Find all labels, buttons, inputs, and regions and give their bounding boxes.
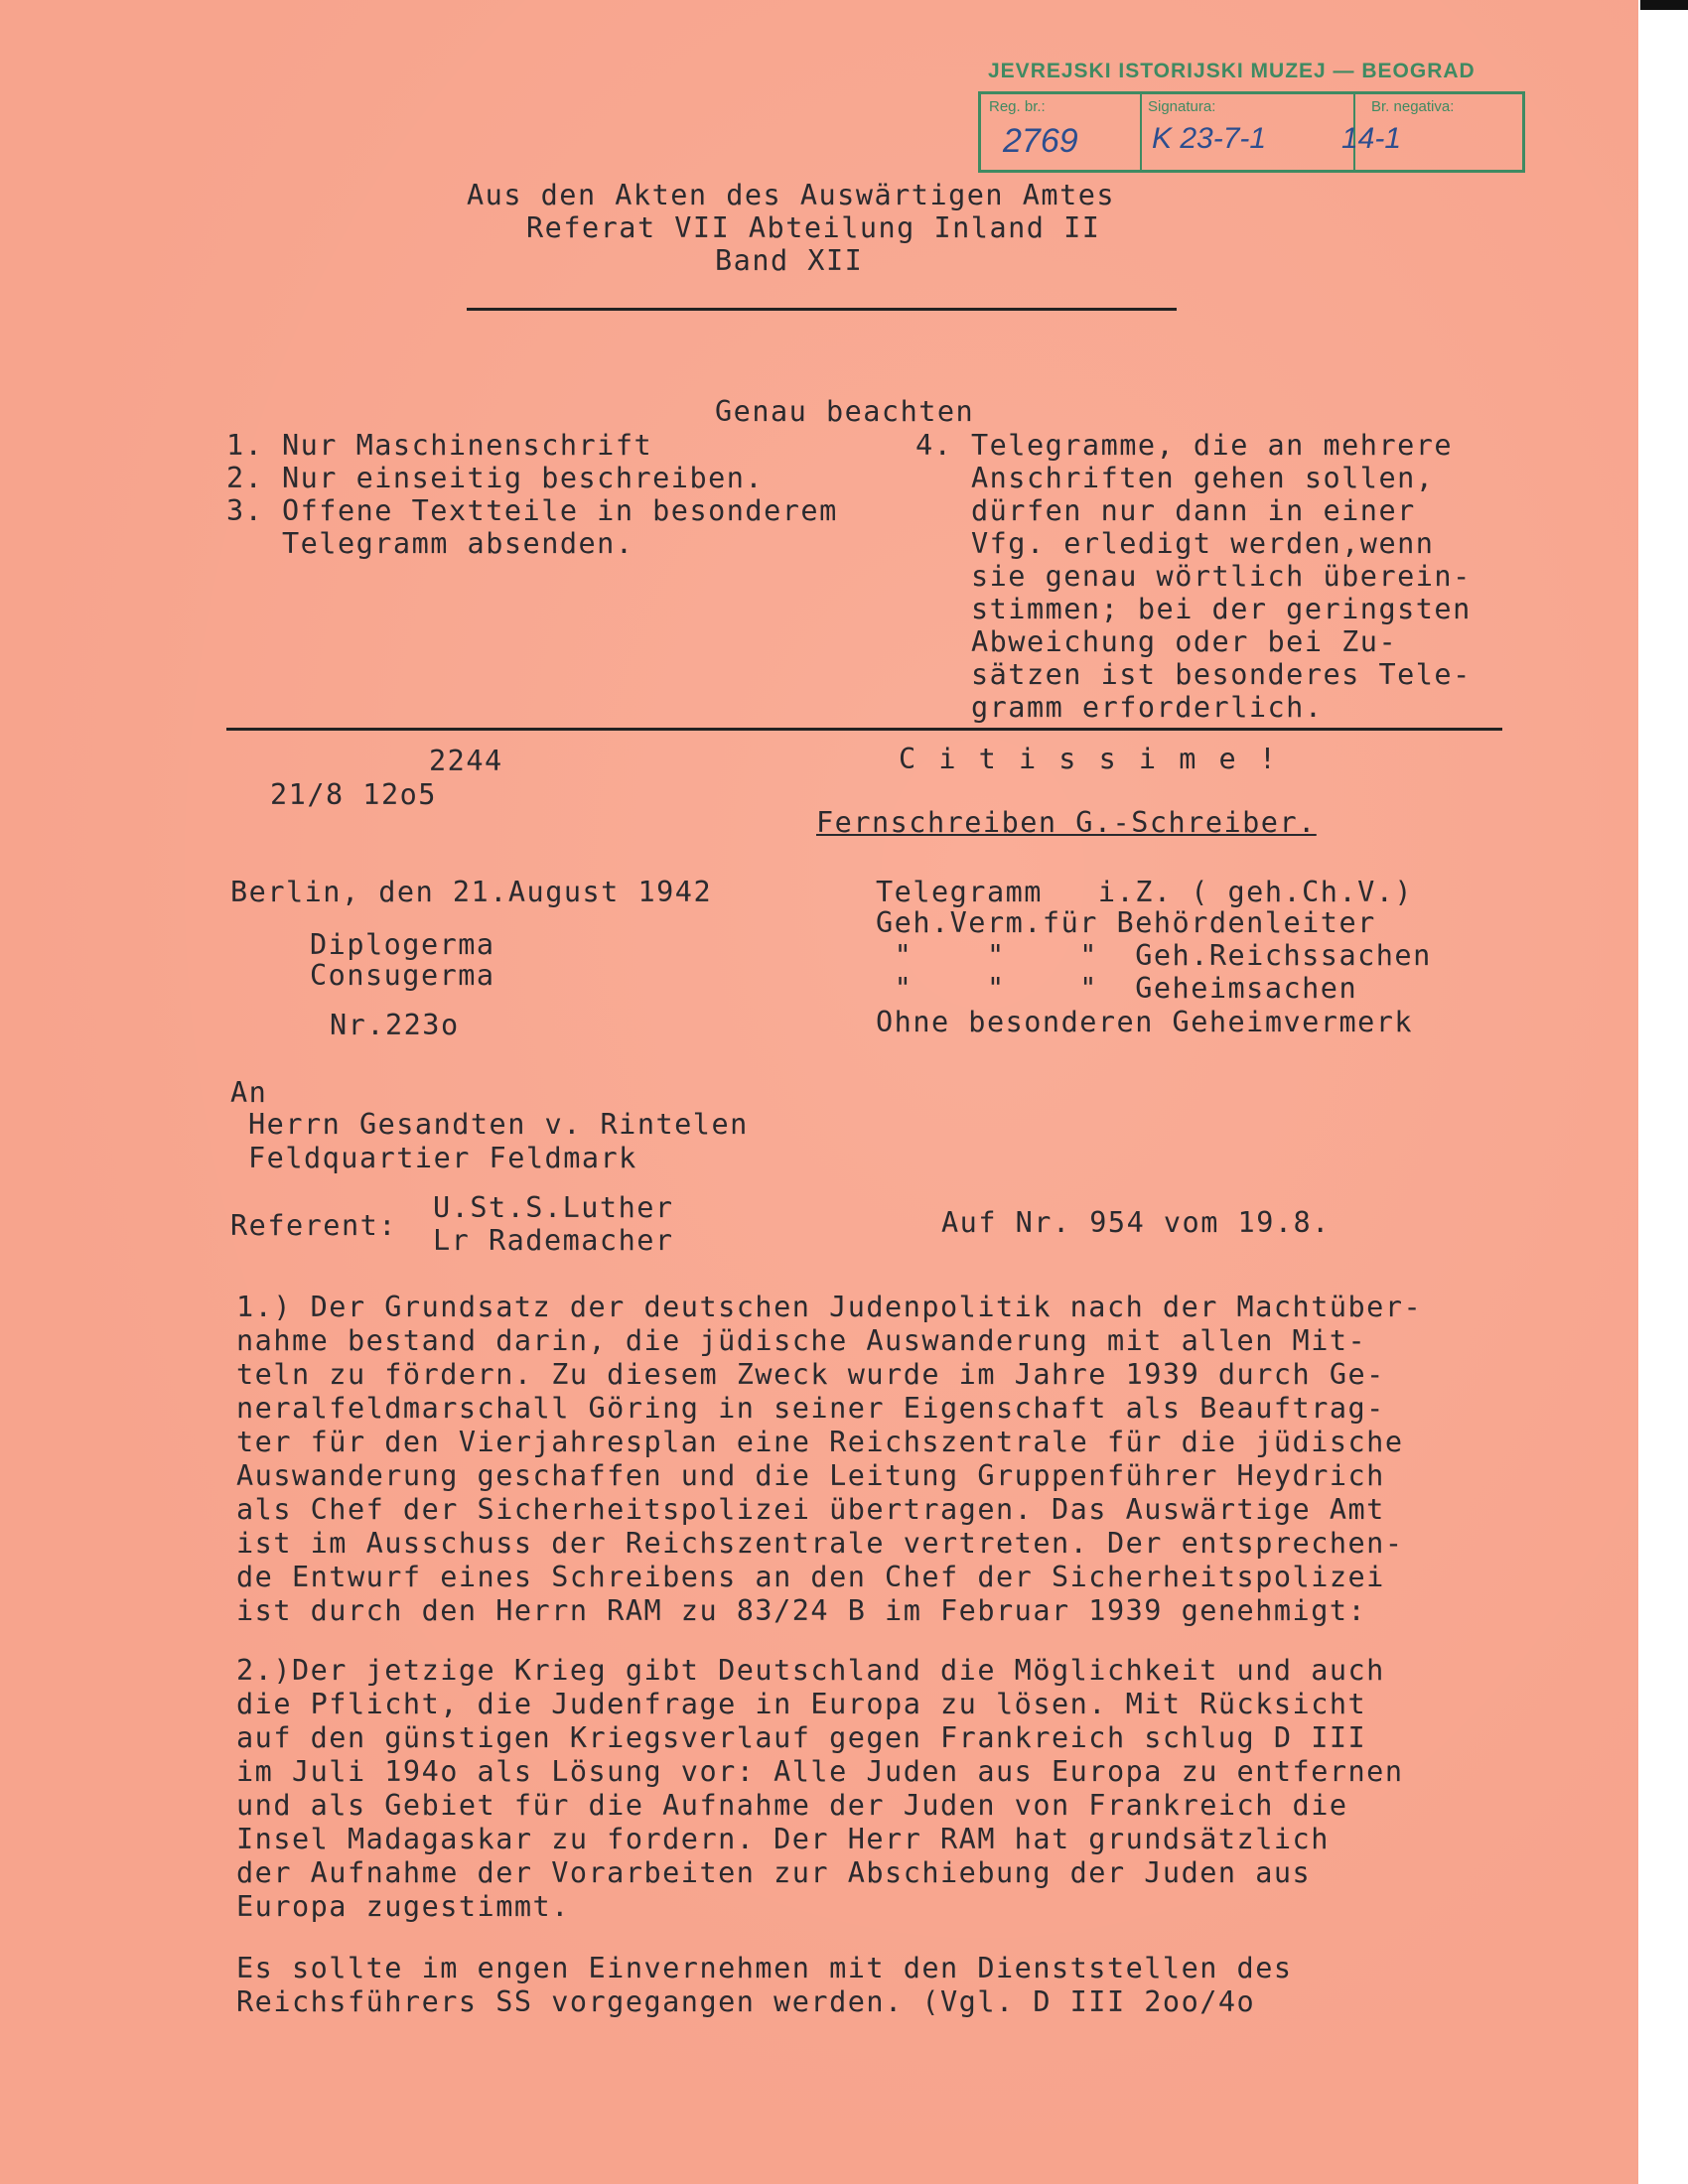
scan-edge-mark <box>1640 0 1688 10</box>
body-line: Auswanderung geschaffen und die Leitung Gruppenführer Heydrich <box>236 1459 1385 1492</box>
stamp-sig-label: Signatura: <box>1148 98 1216 115</box>
instruction-line: Telegramm absenden. <box>226 527 634 560</box>
body-line: nahme bestand darin, die jüdische Auswanderung mit allen Mit- <box>236 1324 1367 1357</box>
instruction-line: dürfen nur dann in einer <box>915 494 1416 527</box>
header-line-1: Aus den Akten des Auswärtigen Amtes <box>467 179 1116 211</box>
classification-line: Telegramm i.Z. ( geh.Ch.V.) <box>876 876 1414 908</box>
museum-stamp-title: JEVREJSKI ISTORIJSKI MUZEJ — BEOGRAD <box>988 60 1476 82</box>
recipient-name: Herrn Gesandten v. Rintelen <box>248 1108 749 1141</box>
transmission-mode: Fernschreiben G.-Schreiber. <box>816 806 1317 839</box>
received-date-time: 21/8 12o5 <box>270 778 437 811</box>
header-line-2: Referat VII Abteilung Inland II <box>526 211 1101 244</box>
instruction-line: gramm erforderlich. <box>915 691 1324 724</box>
message-number: Nr.223o <box>330 1009 460 1041</box>
body-line: Reichsführers SS vorgegangen werden. (Vgl. D III 2oo/4o <box>236 1985 1256 2018</box>
stamp-sig-value: K 23-7-1 <box>1152 122 1267 155</box>
instruction-line: Abweichung oder bei Zu- <box>915 625 1398 658</box>
instructions-heading: Genau beachten <box>715 395 975 428</box>
place-date: Berlin, den 21.August 1942 <box>230 876 713 908</box>
header-line-3: Band XII <box>715 244 864 277</box>
instruction-line: 1. Nur Maschinenschrift <box>226 429 653 462</box>
body-line: und als Gebiet für die Aufnahme der Juden von Frankreich die <box>236 1789 1348 1822</box>
classification-line: Ohne besonderen Geheimvermerk <box>876 1006 1414 1038</box>
instruction-line: 2. Nur einseitig beschreiben. <box>226 462 765 494</box>
body-line: der Aufnahme der Vorarbeiten zur Abschiebung der Juden aus <box>236 1856 1312 1889</box>
instructions-rule <box>226 728 1502 731</box>
body-line: Es sollte im engen Einvernehmen mit den Dienststellen des <box>236 1952 1293 1984</box>
stamp-cell-reg <box>981 94 1142 170</box>
body-line: Europa zugestimmt. <box>236 1890 570 1923</box>
body-line: ist durch den Herrn RAM zu 83/24 B im Februar 1939 genehmigt: <box>236 1594 1367 1627</box>
recipient-prefix: An <box>230 1076 268 1109</box>
instruction-line: stimmen; bei der geringsten <box>915 593 1472 625</box>
referent-label: Referent: <box>230 1209 397 1242</box>
referent-name-2: Lr Rademacher <box>433 1224 674 1257</box>
stamp-sig-value-2: 14-1 <box>1341 122 1402 155</box>
classification-line: Geh.Verm.für Behördenleiter <box>876 906 1376 939</box>
body-line: neralfeldmarschall Göring in seiner Eigenschaft als Beauftrag- <box>236 1392 1385 1425</box>
address-code-1: Diplogerma <box>310 928 495 961</box>
classification-line: " " " Geh.Reichssachen <box>876 939 1432 972</box>
referent-name-1: U.St.S.Luther <box>433 1191 674 1224</box>
header-rule <box>467 308 1177 311</box>
stamp-cell-signature <box>1140 94 1355 170</box>
body-line: die Pflicht, die Judenfrage in Europa zu lösen. Mit Rücksicht <box>236 1688 1367 1720</box>
body-line: als Chef der Sicherheitspolizei übertragen. Das Auswärtige Amt <box>236 1493 1385 1526</box>
instruction-line: sätzen ist besonderes Tele- <box>915 658 1472 691</box>
body-line: ter für den Vierjahresplan eine Reichszentrale für die jüdische <box>236 1426 1404 1458</box>
instruction-line: 4. Telegramme, die an mehrere <box>915 429 1454 462</box>
stamp-neg-label: Br. negativa: <box>1371 98 1455 115</box>
body-line: 1.) Der Grundsatz der deutschen Judenpolitik nach der Machtüber- <box>236 1291 1423 1323</box>
instruction-line: sie genau wörtlich überein- <box>915 560 1472 593</box>
reference-number: Auf Nr. 954 vom 19.8. <box>941 1206 1331 1239</box>
instruction-line: Vfg. erledigt werden,wenn <box>915 527 1435 560</box>
stamp-cell-negative <box>1341 94 1522 170</box>
stamp-reg-value: 2769 <box>1003 122 1078 160</box>
body-line: 2.)Der jetzige Krieg gibt Deutschland die Möglichkeit und auch <box>236 1654 1385 1687</box>
body-line: Insel Madagaskar zu fordern. Der Herr RAM hat grundsätzlich <box>236 1823 1330 1855</box>
body-line: auf den günstigen Kriegsverlauf gegen Frankreich schlug D III <box>236 1721 1367 1754</box>
body-line: teln zu fördern. Zu diesem Zweck wurde im Jahre 1939 durch Ge- <box>236 1358 1385 1391</box>
body-line: ist im Ausschuss der Reichszentrale vertreten. Der entsprechen- <box>236 1527 1404 1560</box>
body-line: de Entwurf eines Schreibens an den Chef der Sicherheitspolizei <box>236 1561 1385 1593</box>
instruction-line: Anschriften gehen sollen, <box>915 462 1435 494</box>
classification-line: " " " Geheimsachen <box>876 972 1358 1005</box>
address-code-2: Consugerma <box>310 959 495 992</box>
priority-label: C i t i s s i m e ! <box>899 743 1280 775</box>
instruction-line: 3. Offene Textteile in besonderem <box>226 494 838 527</box>
telegram-number: 2244 <box>429 745 503 777</box>
stamp-reg-label: Reg. br.: <box>989 98 1046 115</box>
museum-stamp <box>978 91 1525 173</box>
recipient-place: Feldquartier Feldmark <box>248 1142 637 1174</box>
body-line: im Juli 194o als Lösung vor: Alle Juden aus Europa zu entfernen <box>236 1755 1404 1788</box>
